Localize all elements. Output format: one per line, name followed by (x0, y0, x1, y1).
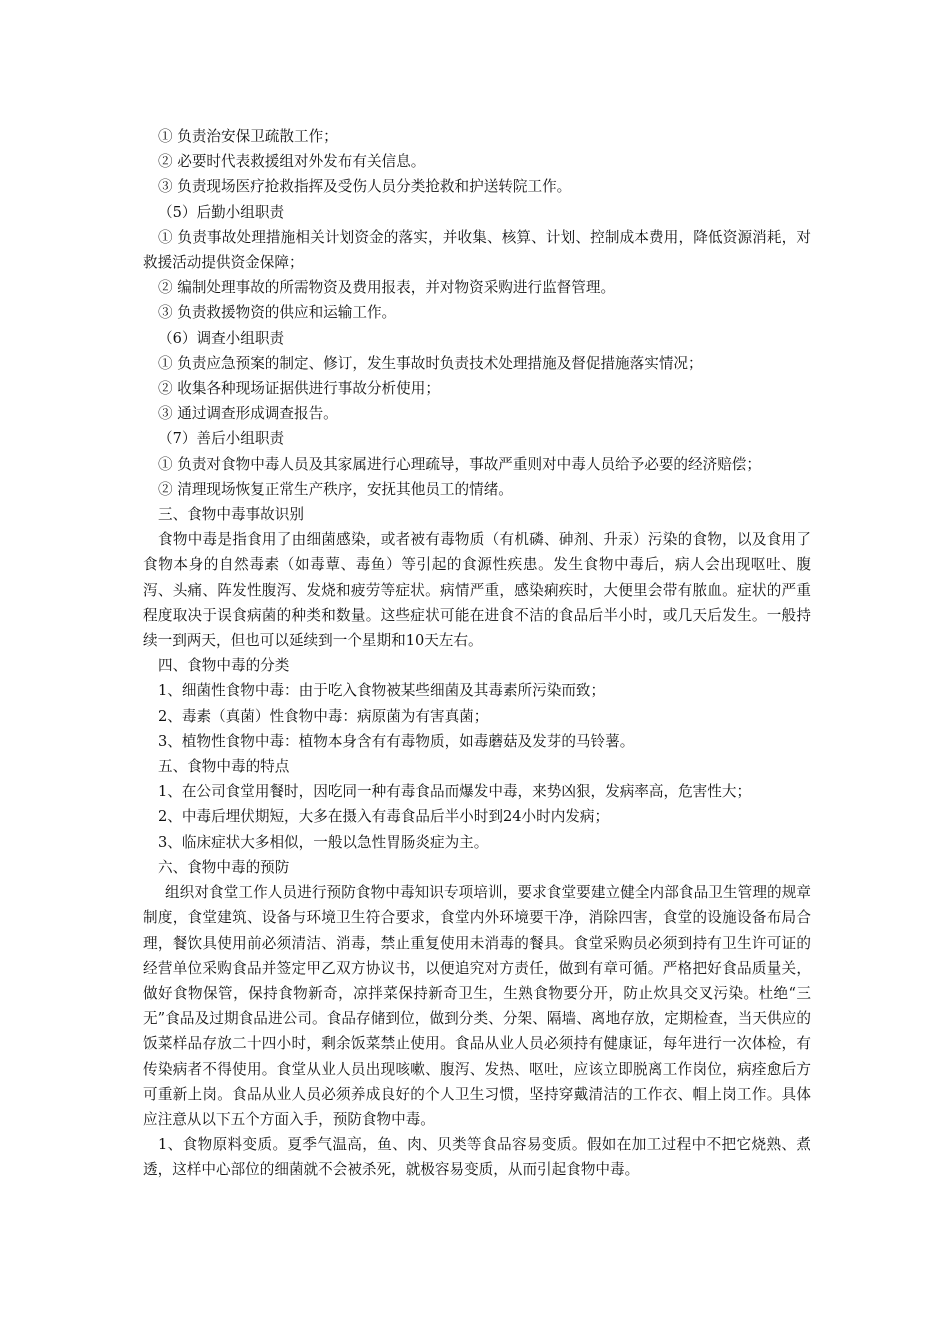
paragraph-3: ③ 负责现场医疗抢救指挥及受伤人员分类抢救和护送转院工作。 (158, 178, 572, 196)
paragraph-13: ① 负责对食物中毒人员及其家属进行心理疏导，事故严重则对中毒人员给予必要的经济赔偿； (158, 455, 761, 473)
section-heading-characteristics: 五、食物中毒的特点 (158, 758, 290, 776)
paragraph-1: ① 负责治安保卫疏散工作； (158, 128, 338, 145)
paragraph-19: 2、毒素（真菌）性食物中毒：病原菌为有害真菌； (158, 707, 489, 725)
paragraph-14: ② 清理现场恢复正常生产秩序，安抚其他员工的情绪。 (158, 480, 513, 498)
section-heading-identification: 三、食物中毒事故识别 (158, 506, 304, 524)
paragraph-20: 3、植物性食物中毒：植物本身含有有毒物质，如毒蘑菇及发芽的马铃薯。 (158, 732, 635, 750)
section-heading-aftermath: （7）善后小组职责 (158, 430, 285, 448)
document-page (143, 124, 811, 1183)
paragraph-18: 1、细菌性食物中毒：由于吃入食物被某些细菌及其毒素所污染而致； (158, 682, 606, 700)
section-heading-classification: 四、食物中毒的分类 (158, 657, 290, 675)
section-heading-logistics: （5）后勤小组职责 (158, 203, 285, 221)
paragraph-6: ② 编制处理事故的所需物资及费用报表，并对物资采购进行监督管理。 (158, 279, 616, 297)
section-heading-prevention: 六、食物中毒的预防 (158, 858, 290, 876)
paragraph-9: ① 负责应急预案的制定、修订，发生事故时负责技术处理措施及督促措施落实情况； (158, 354, 703, 372)
paragraph-5: ① 负责事故处理措施相关计划资金的落实，并收集、核算、计划、控制成本费用，降低资源消耗，对救援活动提供资金保障； (143, 228, 811, 272)
paragraph-23: 2、中毒后埋伏期短，大多在摄入有毒食品后半小时到24小时内发病； (158, 808, 610, 826)
paragraph-2: ② 必要时代表救援组对外发布有关信息。 (158, 153, 426, 171)
paragraph-27: 1、食物原料变质。夏季气温高，鱼、肉、贝类等食品容易变质。假如在加工过程中不把它烧熟、煮透，这样中心部位的细菌就不会被杀死，就极容易变质，从而引起食物中毒。 (143, 1136, 811, 1179)
section-heading-investigation: （6）调查小组职责 (158, 329, 285, 347)
paragraph-7: ③ 负责救援物资的供应和运输工作。 (158, 304, 397, 322)
paragraph-24: 3、临床症状大多相似，一般以急性胃肠炎症为主。 (158, 833, 489, 851)
paragraph-identification-body: 食物中毒是指食用了由细菌感染，或者被有毒物质（有机磷、砷剂、升汞）污染的食物，以及食用了食物本身的自然毒素（如毒蕈、毒鱼）等引起的食源性疾患。发生食物中毒后，病人会出现呕吐、腹泻、头痛、阵发性腹泻、发烧和疲劳等症状。病情严重，感染痢疾时，大便里会带有脓血。症状的严重程度取决于误食病菌的种类和数量。这些症状可能在进食不洁的食品后半小时，或几天后发生。一般持续一到两天，但也可以延续到一个星期和10天左右。 (143, 531, 811, 650)
paragraph-11: ③ 通过调查形成调查报告。 (158, 405, 338, 423)
paragraph-10: ② 收集各种现场证据供进行事故分析使用； (158, 380, 440, 398)
paragraph-22: 1、在公司食堂用餐时，因吃同一种有毒食品而爆发中毒，来势凶狠，发病率高，危害性大； (158, 783, 752, 801)
paragraph-prevention-body: 组织对食堂工作人员进行预防食物中毒知识专项培训，要求食堂要建立健全内部食品卫生管理的规章制度，食堂建筑、设备与环境卫生符合要求，食堂内外环境要干净，消除四害，食堂的设施设备布局合理，餐饮具使用前必须清洁、消毒，禁止重复使用未消毒的餐具。食堂采购员必须到持有卫生许可证的经营单位采购食品并签定甲乙双方协议书，以便追究对方责任，做到有章可循。严格把好食品质量关，做好食物保管，保持食物新奇，凉拌菜保持新奇卫生，生熟食物要分开，防止炊具交叉污染。杜绝“三无”食品及过期食品进公司。食品存储到位，做到分类、分架、隔墙、离地存放，定期检查，当天供应的饭菜样品存放二十四小时，剩余饭菜禁止使用。食品从业人员必须持有健康证，每年进行一次体检，有传染病者不得使用。食堂从业人员出现咳嗽、腹泻、发热、呕吐，应该立即脱离工作岗位，病痊愈后方可重新上岗。食品从业人员必须养成良好的个人卫生习惯，坚持穿戴清洁的工作衣、帽上岗工作。具体应注意从以下五个方面入手，预防食物中毒。 (143, 884, 811, 1128)
